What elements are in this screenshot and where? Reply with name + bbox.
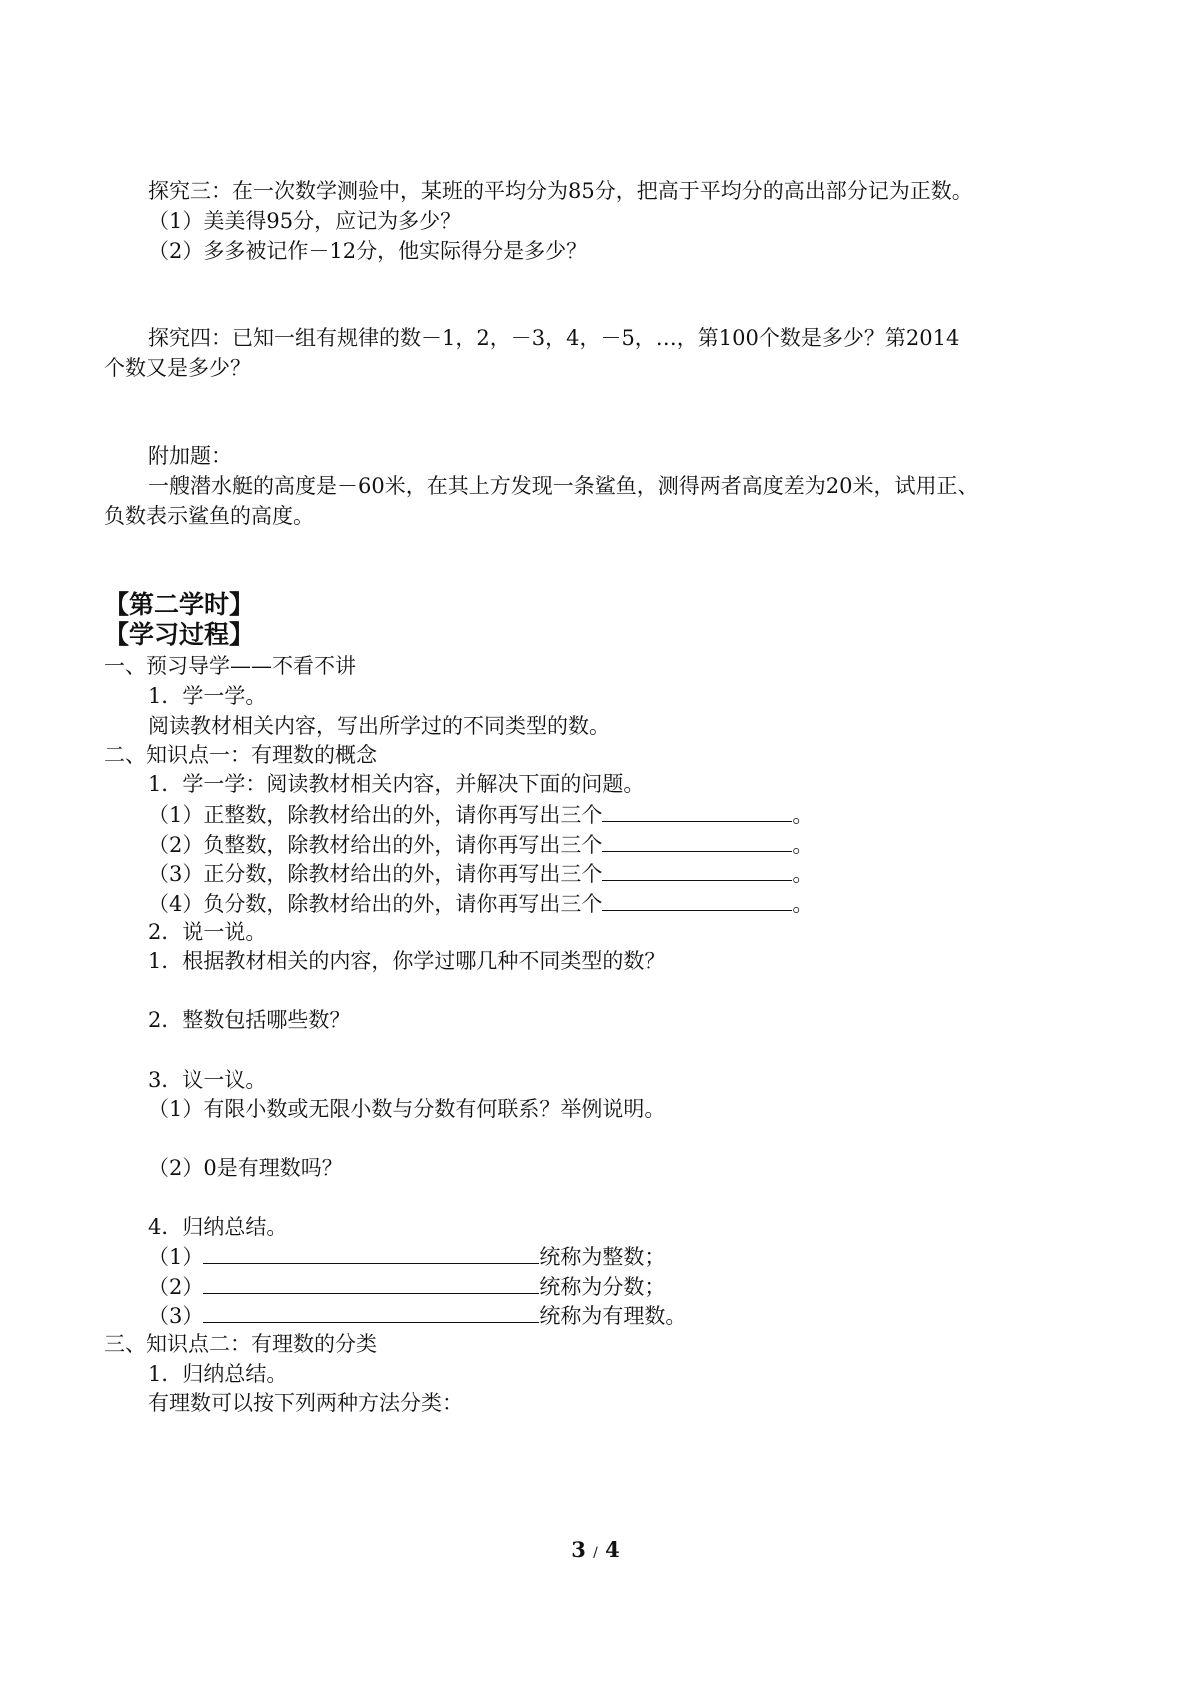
answer-blank[interactable]	[602, 888, 792, 911]
summary-line	[148, 1271, 665, 1302]
section2-title: 二、知识点一：有理数的概念	[104, 743, 377, 767]
explore3-intro: 探究三：在一次数学测验中，某班的平均分为85分，把高于平均分的高出部分记为正数。	[148, 179, 973, 203]
fill-blank-line	[148, 858, 813, 889]
section3-text: 有理数可以按下列两种方法分类：	[148, 1391, 463, 1415]
section3-title: 三、知识点二：有理数的分类	[104, 1332, 377, 1356]
answer-blank[interactable]	[203, 1241, 539, 1264]
answer-blank[interactable]	[602, 829, 792, 852]
section2-item4: 4．归纳总结。	[148, 1215, 288, 1239]
section2-item3: 3．议一议。	[148, 1068, 267, 1092]
page-current: 3	[571, 1537, 586, 1562]
bonus-line-2: 负数表示鲨鱼的高度。	[104, 504, 314, 528]
bonus-line-1: 一艘潜水艇的高度是－60米，在其上方发现一条鲨鱼，测得两者高度差为20米，试用正、	[148, 474, 979, 498]
explore4-line-2: 个数又是多少？	[104, 356, 251, 380]
fill-blank-line	[148, 829, 813, 860]
bonus-title: 附加题：	[148, 444, 232, 468]
section1-title: 一、预习导学——不看不讲	[104, 654, 356, 678]
page-total: 4	[605, 1537, 620, 1562]
summary-tail: 统称为整数；	[539, 1245, 666, 1269]
answer-blank[interactable]	[602, 858, 792, 881]
debate-question-1: （1）有限小数或无限小数与分数有何联系？举例说明。	[148, 1097, 666, 1121]
discuss-question-1: 1．根据教材相关的内容，你学过哪几种不同类型的数？	[148, 949, 666, 973]
period: 。	[792, 803, 814, 827]
discuss-question-2: 2．整数包括哪些数？	[148, 1008, 351, 1032]
period: 。	[792, 892, 814, 916]
page-separator: /	[593, 1545, 598, 1561]
page-number	[0, 1535, 1191, 1568]
section3-item1: 1．归纳总结。	[148, 1362, 288, 1386]
fill-blank-label: （1）正整数，除教材给出的外，请你再写出三个	[148, 803, 603, 827]
answer-blank[interactable]	[203, 1271, 539, 1294]
explore4-line-1: 探究四：已知一组有规律的数－1，2，－3，4，－5，…，第100个数是多少？第2014	[148, 326, 960, 350]
summary-number: （3）	[148, 1304, 204, 1328]
section1-item1: 1．学一学。	[148, 684, 267, 708]
lesson-heading: 【第二学时】	[104, 590, 255, 619]
explore3-question-2: （2）多多被记作－12分，他实际得分是多少？	[148, 239, 588, 263]
period: 。	[792, 833, 814, 857]
fill-blank-label: （3）正分数，除教材给出的外，请你再写出三个	[148, 862, 603, 886]
explore3-question-1: （1）美美得95分，应记为多少？	[148, 209, 462, 233]
answer-blank[interactable]	[602, 799, 792, 822]
fill-blank-label: （2）负整数，除教材给出的外，请你再写出三个	[148, 833, 603, 857]
debate-question-2: （2）0是有理数吗？	[148, 1156, 343, 1180]
section1-item1-text: 阅读教材相关内容，写出所学过的不同类型的数。	[148, 714, 610, 738]
summary-tail: 统称为有理数。	[539, 1304, 687, 1328]
summary-tail: 统称为分数；	[539, 1275, 666, 1299]
summary-number: （1）	[148, 1245, 204, 1269]
period: 。	[792, 862, 814, 886]
fill-blank-line	[148, 799, 813, 830]
section2-item2: 2．说一说。	[148, 920, 267, 944]
summary-line	[148, 1241, 665, 1272]
summary-number: （2）	[148, 1275, 204, 1299]
fill-blank-label: （4）负分数，除教材给出的外，请你再写出三个	[148, 892, 603, 916]
answer-blank[interactable]	[203, 1300, 539, 1323]
process-heading: 【学习过程】	[104, 620, 255, 649]
fill-blank-line	[148, 888, 813, 919]
section2-item1: 1．学一学：阅读教材相关内容，并解决下面的问题。	[148, 772, 645, 796]
summary-line	[148, 1300, 686, 1331]
